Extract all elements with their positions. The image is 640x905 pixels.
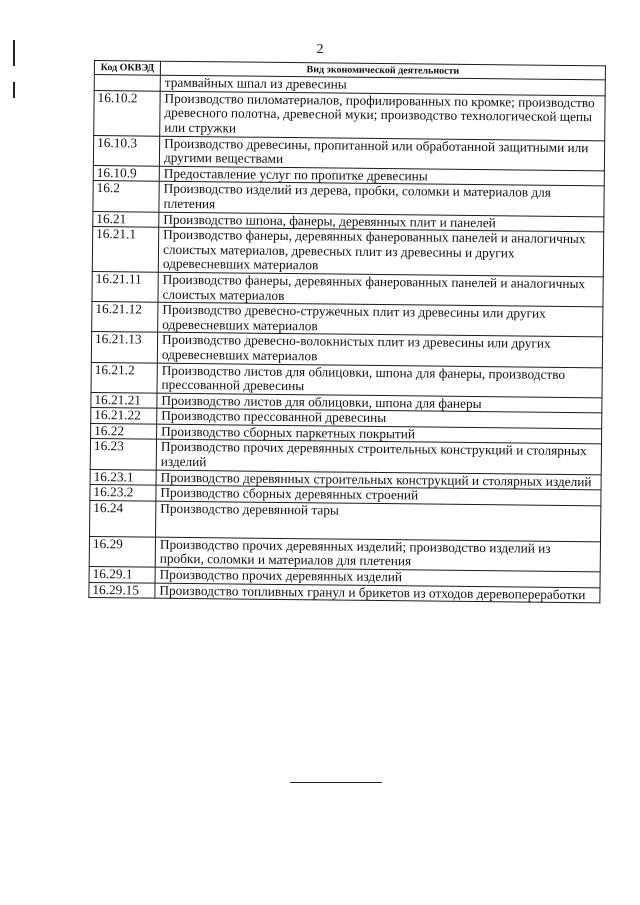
row-activity: Производство сборных паркетных покрытий	[157, 424, 602, 444]
row-code: 16.10.9	[93, 165, 159, 181]
page-number: 2	[316, 42, 324, 57]
row-activity: Производство деревянной тары	[156, 501, 601, 542]
okved-table	[88, 60, 606, 604]
row-activity: Производство древесно-стружечных плит из древесины или других одревесневших материалов	[158, 302, 603, 337]
row-code: 16.22	[91, 423, 157, 439]
row-activity: Производство топливных гранул и брикетов из отходов деревопереработки	[155, 583, 600, 603]
signature-line	[290, 782, 382, 783]
row-activity: Производство прочих деревянных строительных конструкций и столярных изделий	[156, 440, 601, 475]
row-code: 16.2	[93, 181, 159, 212]
row-activity: Производство шпона, фанеры, деревянных плит и панелей	[159, 212, 604, 232]
row-activity: Производство древесины, пропитанной или обработанной защитными или другими веществами	[159, 136, 604, 171]
row-code: 16.29.1	[89, 567, 155, 583]
row-code: 16.21	[93, 211, 159, 227]
row-activity: Производство прочих деревянных изделий	[155, 567, 600, 587]
row-code: 16.21.13	[91, 332, 157, 363]
row-activity: Производство прессованной древесины	[157, 408, 602, 428]
row-activity: Производство листов для облицовки, шпона для фанеры, производство прессованной древесины	[157, 363, 602, 398]
row-code: 16.21.2	[91, 362, 157, 393]
row-code: 16.21.22	[91, 408, 157, 424]
row-code: 16.21.12	[92, 302, 158, 333]
row-activity: трамвайных шпал из древесины	[160, 75, 605, 95]
table-row	[92, 227, 603, 277]
row-activity: Производство древесно-волокнистых плит из древесины или других одревесневших материалов	[157, 332, 602, 367]
header-code: Код ОКВЭД	[94, 61, 160, 76]
row-code: 16.29	[89, 536, 155, 567]
row-activity: Производство изделий из дерева, пробки, соломки и материалов для плетения	[159, 182, 604, 217]
row-code: 16.29.15	[89, 582, 155, 598]
row-activity: Производство деревянных строительных конструкций и столярных изделий	[156, 470, 601, 490]
row-activity: Производство прочих деревянных изделий; производство изделий из пробки, соломки и материалов для плетения	[155, 537, 600, 572]
row-code: 16.21.21	[91, 392, 157, 408]
row-code: 16.10.3	[93, 135, 159, 166]
row-activity: Производство листов для облицовки, шпона для фанеры	[157, 393, 602, 413]
row-activity: Производство фанеры, деревянных фанерованных панелей и аналогичных слоистых материалов	[158, 272, 603, 307]
margin-mark-bottom	[13, 82, 15, 98]
header-activity: Вид экономической деятельности	[160, 61, 605, 80]
row-code: 16.10.2	[94, 90, 160, 136]
row-code	[94, 75, 160, 91]
row-code: 16.21.11	[92, 271, 158, 302]
table-row	[94, 90, 605, 140]
row-activity: Производство пиломатериалов, профилированных по кромке; производство древесного полотна, древесной муки; производство технологической щепы или стружки	[160, 91, 605, 141]
row-activity: Производство сборных деревянных строений	[156, 485, 601, 505]
row-code: 16.23	[90, 439, 156, 470]
row-code: 16.24	[90, 500, 156, 537]
row-code: 16.23.2	[90, 485, 156, 501]
table-row	[90, 500, 601, 541]
row-activity: Производство фанеры, деревянных фанерованных панелей и аналогичных слоистых материалов, древесных плит из древесины и других одревесневших материалов	[158, 227, 603, 276]
row-code: 16.21.1	[92, 227, 158, 272]
row-activity: Предоставление услуг по пропитке древесины	[159, 166, 604, 186]
row-code: 16.23.1	[90, 469, 156, 485]
